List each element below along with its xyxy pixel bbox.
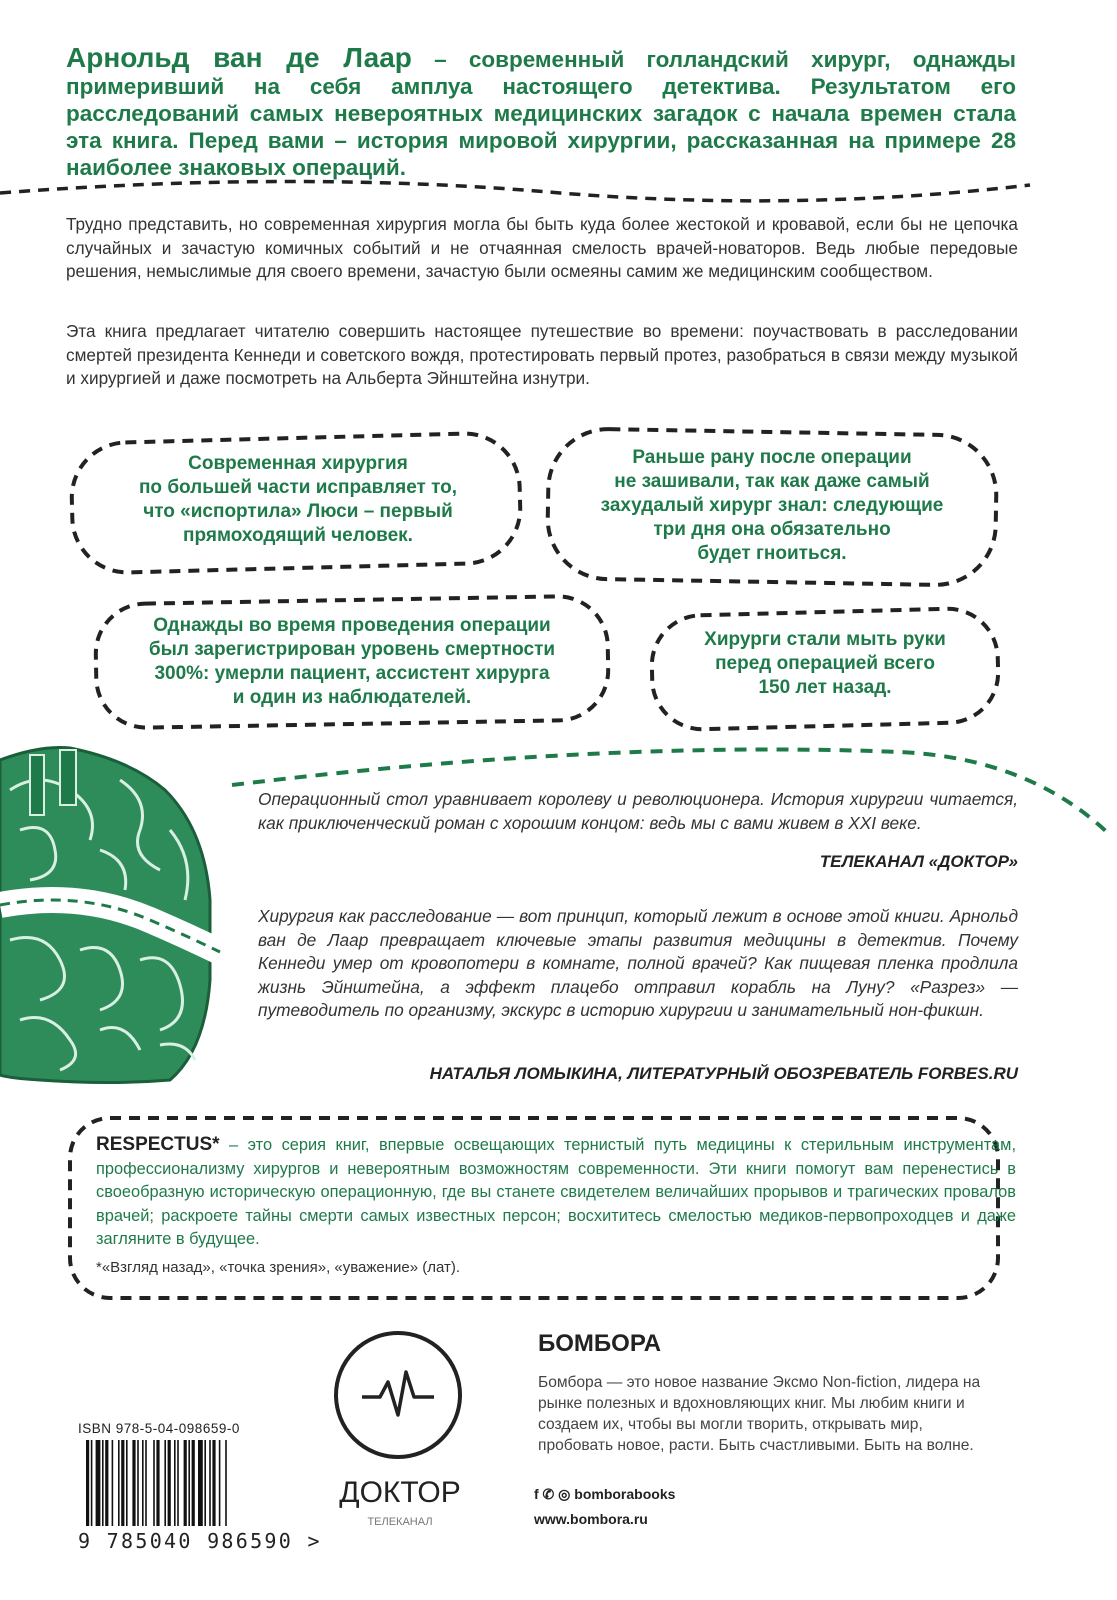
barcode-bar xyxy=(96,1440,101,1526)
fact-line: был зарегистрирован уровень смертности xyxy=(148,639,556,660)
doktor-logo-subtitle: ТЕЛЕКАНАЛ xyxy=(367,1516,433,1528)
isbn-label: ISBN 978-5-04-098659-0 xyxy=(78,1421,240,1436)
fact-line: захудалый хирург знал: следующие xyxy=(600,495,944,516)
fact-bubble-2 xyxy=(566,446,978,566)
fact-line: Современная хирургия xyxy=(188,453,408,474)
fact-bubble-4 xyxy=(664,628,986,700)
heart-brain-illustration xyxy=(0,748,220,1083)
author-name: Арнольд ван де Лаар xyxy=(66,42,412,73)
publisher-description: Бомбора — это новое название Эксмо Non-fiction, лидера на рынке полезных и вдохновляющих книг. Мы любим книги и создаем их, чтобы вы могли творить, открывать мир, пробовать новое, расти. Быть счастливыми. Быть на волне. xyxy=(538,1374,981,1454)
respectus-series-name: RESPECTUS* xyxy=(96,1134,220,1155)
description-paragraph-1: Трудно представить, но современная хирургия могла бы быть куда более жестокой и кровавой, если бы не цепочка случайных и зачастую комичных событий и не отчаянная смелость врачей-новаторов. Ведь любые передовые решения, немыслимые для своего времени, зачастую были осмеяны самим же медицинским сообществом. xyxy=(66,214,1018,281)
social-icons: f ✆ ◎ xyxy=(534,1486,571,1502)
barcode-bar xyxy=(91,1440,93,1526)
fact-bubble-3 xyxy=(110,614,594,710)
fact-line: прямоходящий человек. xyxy=(183,525,413,546)
fact-line: Хирурги стали мыть руки xyxy=(704,629,946,650)
description-paragraph-2: Эта книга предлагает читателю совершить настоящее путешествие во времени: поучаствовать в расследовании смертей президента Кеннеди и советского вождя, протестировать первый протез, разобраться в связи между музыкой и хирургией и даже посмотреть на Альберта Эйнштейна изнутри. xyxy=(66,321,1018,388)
barcode-bar xyxy=(126,1440,128,1526)
intro-text: – современный голландский хирург, однажды примеривший на себя амплуа настоящего детектива. Результатом его расследований самых невероятных медицинских загадок с начала времен стала эта книга. Перед вами – история мировой хирургии, рассказанная на примере 28 наиболее знаковых операций. xyxy=(66,47,1016,180)
social-links xyxy=(534,1486,675,1503)
heartbeat-icon xyxy=(362,1372,434,1415)
barcode-bar xyxy=(132,1440,135,1526)
fact-line: три дня она обязательно xyxy=(653,519,891,540)
barcode-bar xyxy=(177,1440,179,1526)
fact-line: Раньше рану после операции xyxy=(632,447,912,468)
barcode-bar xyxy=(174,1440,176,1526)
review-1-author: ТЕЛЕКАНАЛ «ДОКТОР» xyxy=(819,852,1018,871)
barcode-bar xyxy=(188,1440,190,1526)
barcode-bar xyxy=(121,1440,124,1526)
barcode-bar xyxy=(212,1440,215,1526)
barcode-bar xyxy=(156,1440,159,1526)
barcode-bar xyxy=(142,1440,144,1526)
publisher-name: БОМБОРА xyxy=(538,1330,662,1357)
doktor-logo-circle xyxy=(336,1333,460,1457)
fact-bubble-1 xyxy=(92,452,504,548)
intro-paragraph xyxy=(66,44,1016,181)
barcode-bar xyxy=(204,1440,206,1526)
fact-line: по большей части исправляет то, xyxy=(138,477,458,498)
respectus-footnote: *«Взгляд назад», «точка зрения», «уважение» (лат). xyxy=(96,1259,461,1276)
dashed-separator xyxy=(0,182,1030,201)
fact-line: 300%: умерли пациент, ассистент хирурга xyxy=(154,663,550,684)
doktor-logo-text: ДОКТОР xyxy=(339,1476,461,1509)
barcode-bar xyxy=(225,1440,227,1526)
review-2-text: Хирургия как расследование — вот принцип, который лежит в основе этой книги. Арнольд ван де Лаар превращает ключевые этапы развития медицины в детектив. Почему Кеннеди умер от кровопотери в комнате, полной врачей? Как пищевая пленка продлила жизнь Эйнштейна, а эффект плацебо отправил корабль на Луну? «Разрез» — путеводитель по организму, экскурс в историю хирургии и занимательный нон-фикшн. xyxy=(258,906,1018,1020)
fact-line: Однажды во время проведения операции xyxy=(153,615,551,636)
respectus-text: – это серия книг, впервые освещающих тернистый путь медицины к стерильным инструментам, профессионализму хирургов и невероятным возможностям современности. Эти книги помогут вам перенестись в своеобразную историческую операционную, где вы станете свидетелем величайших прорывов и трагических провалов врачей; раскроете тайны смерти самых известных персон; восхититесь смелостью медиков-первопроходцев и даже загляните в будущее. xyxy=(96,1136,1016,1248)
barcode-bar xyxy=(198,1440,203,1526)
review-1-text: Операционный стол уравнивает королеву и революционера. История хирургии читается, как приключенческий роман с хорошим концом: ведь мы с вами живем в XXI веке. xyxy=(258,789,1018,833)
barcode-bar xyxy=(137,1440,139,1526)
fact-line: перед операцией всего xyxy=(715,653,935,674)
barcode-bar xyxy=(219,1440,221,1526)
fact-line: и один из наблюдателей. xyxy=(232,687,472,708)
barcode-bar xyxy=(192,1440,195,1526)
barcode-bar xyxy=(184,1440,187,1526)
barcode-bar xyxy=(164,1440,166,1526)
barcode-bar xyxy=(102,1440,104,1526)
barcode-bar xyxy=(86,1440,89,1526)
fact-line: 150 лет назад. xyxy=(758,677,892,698)
barcode-bar xyxy=(112,1440,114,1526)
fact-line: будет гноиться. xyxy=(697,543,847,564)
barcode-bar xyxy=(153,1440,155,1526)
social-handle: bomborabooks xyxy=(574,1486,676,1502)
respectus-description xyxy=(96,1133,1016,1252)
fact-line: не зашивали, так как даже самый xyxy=(614,471,930,492)
review-2-author: НАТАЛЬЯ ЛОМЫКИНА, ЛИТЕРАТУРНЫЙ ОБОЗРЕВАТЕЛЬ FORBES.RU xyxy=(429,1064,1018,1083)
publisher-website: www.bombora.ru xyxy=(534,1511,648,1527)
fact-line: что «испортила» Люси – первый xyxy=(143,501,453,522)
barcode-bar xyxy=(168,1440,171,1526)
barcode-bar xyxy=(105,1440,108,1526)
barcode-digits: 9 785040 986590 > xyxy=(78,1529,322,1553)
barcode xyxy=(86,1440,227,1526)
barcode-bar xyxy=(209,1440,211,1526)
barcode-bar xyxy=(118,1440,120,1526)
barcode-bar xyxy=(145,1440,147,1526)
